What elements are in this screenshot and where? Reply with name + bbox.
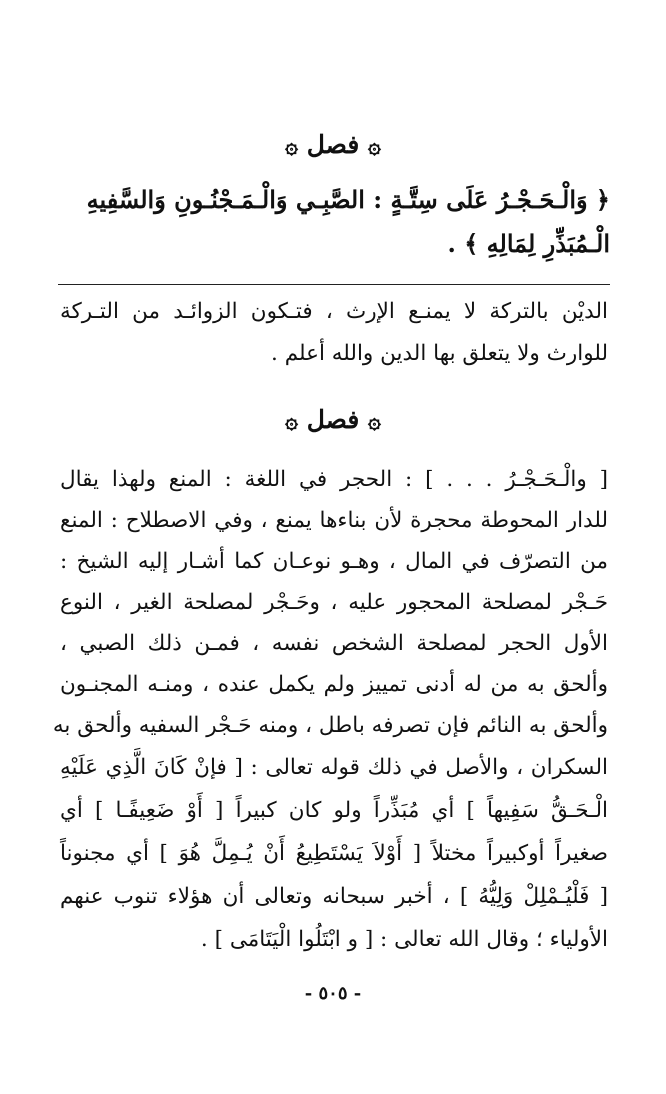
body-line: الأول الحجر لمصلحة الشخص نفسه ، فمـن ذلك الصبي ، [60,631,608,656]
page-number: - ٥٠٥ - [304,983,362,1004]
commentary-line: للوارث ولا يتعلق بها الدين والله أعلم . [271,341,608,366]
body-line: الأولياء ؛ وقال الله تعالى : [ و ابْتَلُوا الْيَتَامَى ] . [200,927,608,952]
body-line: وألحق به النائم فإن تصرفه باطل ، ومنه حَـجْر السفيه وألحق به [52,713,608,738]
matn-line: ﴿ وَالْـحَـجْـرُ عَلَى سِتَّـةٍ : الصَّبِـي وَالْـمَـجْنُـونِ وَالسَّفِيهِ [86,185,610,214]
ornament-icon: ۞ [285,133,298,159]
matn-line: الْـمُبَذِّرِ لِمَالِهِ ﴾ . [447,229,610,258]
body-line: السكران ، والأصل في ذلك قوله تعالى : [ فإنْ كَانَ الَّذِي عَلَيْهِ [60,755,608,780]
ornament-icon: ۞ [285,408,298,434]
commentary-line: الديْن بالتركة لا يمنـع الإرث ، فتـكون الزوائـد من التـركة [60,299,608,324]
section-heading-top [0,127,666,164]
ornament-icon: ۞ [368,408,381,434]
body-line: حَـجْر لمصلحة المحجور عليه ، وحَـجْر لمصلحة الغير ، النوع [60,590,608,615]
section-heading-text: فصل [306,405,360,434]
body-line: من التصرّف في المال ، وهـو نوعـان كما أشـار إليه الشيخ : [60,549,608,574]
body-line: صغيراً أوكبيراً مختلاً [ أَوْلاَ يَسْتَطِيعُ أَنْ يُـمِلَّ هُوَ ] أي مجنوناً [60,841,608,866]
section-heading-text: فصل [306,130,360,159]
body-line: للدار المحوطة محجرة لأن بناءها يمنع ، وفي الاصطلاح : المنع [60,508,608,533]
section-divider [58,284,610,285]
body-line: [ فَلْيُـمْلِلْ وَلِيُّهُ ] ، أخبر سبحانه وتعالى أن هؤلاء تنوب عنهم [60,884,608,909]
section-heading-second [0,402,666,439]
body-line: وألحق به من له أدنى تمييز ولم يكمل عنده ، ومنـه المجنـون [60,672,608,697]
body-line: [ والْـحَـجْـرُ . . . ] : الحجر في اللغة : المنع ولهذا يقال [60,467,608,492]
body-line: الْـحَـقُّ سَفِيهاً ] أي مُبَذِّراً ولو كان كبيراً [ أَوْ ضَعِيفًـا ] أي [60,798,608,823]
ornament-icon: ۞ [368,133,381,159]
